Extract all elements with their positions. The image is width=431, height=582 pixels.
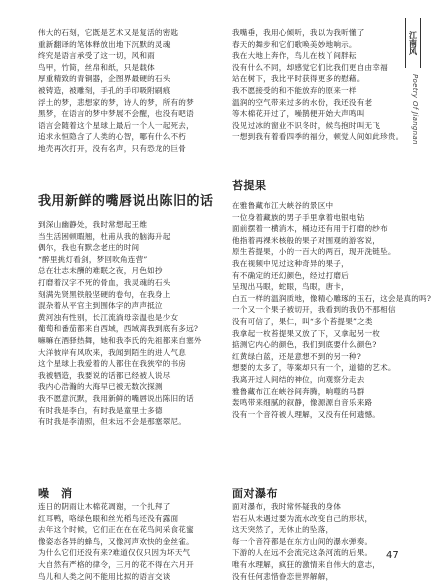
poem-line: 一个又一个果子被切开，我看到的我仍不那相信	[232, 305, 396, 315]
poem-line: 春天的舞步和它们歌唤美妙地响示。	[232, 39, 357, 49]
poem-line: 鸟甲，竹简，丝帛和纸，只是载体	[38, 62, 155, 72]
poem-line: 语言会随着这个星球上最后一个人一起死去，	[38, 120, 194, 130]
poem-line: 我不愿接受的和不能放弃的原来一样	[232, 85, 357, 95]
poem-title-waterfall	[232, 485, 396, 501]
poem-line: 终究是语言承受了这一切，风和雨	[38, 51, 155, 61]
poem-line: 当生活困顿暇翘，杜甫从我的脑海升起	[38, 231, 171, 241]
poem-line: 打磨着汉字不死的骨血，我灵魂的石头	[38, 277, 171, 287]
poem-line: “醉里挑灯看剑，梦回吹角连营”	[38, 254, 148, 264]
poem-line: 呈现出马眼，蛇眼，鸟眼，唐卡，	[232, 282, 349, 292]
poem-line: 想要的太多了，等案却只有一个，道德的艺术。	[232, 363, 396, 373]
poem-line: 没有什么不同，却感觉它们比我们更自由幸福	[232, 62, 388, 72]
poem-line: 没有可信了，果仁，叫“多个苔提果”之类	[232, 316, 373, 326]
poem-line: 浮土的梦，悲想家的梦，诗人的梦，所有的梦	[38, 97, 194, 107]
poem-line: 一想到我有着看四季的福分，顿觉人间如此珍贵。	[232, 132, 404, 142]
poem-line: 被铸造，被雕刻，手孔的手印吸附刷痕	[38, 85, 171, 95]
page-number: 47	[386, 550, 399, 561]
poem-line: 面前摆着一横消木，桶边还有用于打磨的纱布	[232, 224, 388, 234]
poem-line: 大自然有严格的律令，三月的花不得在六月开	[38, 559, 194, 569]
poem-line: 轰鸣带来细腻的叙静，像源源自音乐来路	[232, 398, 373, 408]
left-column	[38, 27, 204, 155]
poem-line: 下游的人在远不会流完这条河流的后果。	[232, 548, 373, 558]
poem-line: 有不确定的还幻颜色，经过打磨后	[232, 270, 349, 280]
section-label: 江南风	[405, 18, 421, 68]
poem-line: 像姿态各异的蜂鸟，又像河声欢快的金丝雀。	[38, 536, 194, 546]
poem-line: 黄河浊有性别，长江流淌母亲温也是少女	[38, 312, 179, 322]
poem-line: 没有任何悲惜眷恋世界解解，	[232, 571, 334, 581]
poem-line: 面对瀑布，我时常怀疑我的身体	[232, 502, 342, 511]
poem-line: 在雅鲁藏布江大峡谷的景区中	[232, 201, 334, 210]
poem-line: 红黄绿白蓝，还是意想不到的另一种?	[232, 351, 361, 361]
poem-line: 混杂着从平官主到围体字的声声抵泣	[38, 301, 163, 311]
poem-line: 温润的空气带来过多的水份，我还没有老	[232, 97, 373, 107]
poem-title: 苔提果	[232, 179, 267, 192]
poem-line: 为什么它们还没有来?难道仅仅只因为坏天气	[38, 548, 191, 558]
poem-body-waterfall	[232, 501, 396, 582]
poem-line: 连日的阴雨让木棉花凋谢，一个扎拜了	[38, 502, 171, 511]
poem-line: 有时我是李白，有时我是童里士多德	[38, 405, 163, 415]
poem-line: 我被牺造，我要说的话都已经被人说尽	[38, 370, 171, 380]
poem-line: 掂测它内心的颜色，我们到底要什么颜色?	[232, 340, 377, 350]
poem-line: 原生苔提果，小的一百大的两百，现开洗链坠。	[232, 247, 396, 257]
poem-title-noise	[38, 485, 204, 501]
poem-line: 岩石从未遇过要为流水改变自己的形状，	[232, 513, 373, 523]
poem-line: 鸟儿和人类之间不能用比拟的语言交谈	[38, 571, 171, 581]
poem-line: 追求永恒隐含了人类的心智，哪有什么不朽	[38, 132, 187, 142]
poem-line: 去年这个时候，它们正在在在花鸟间采食花蜜	[38, 525, 194, 535]
poem-line: 这天突然了，无休止的坠落，	[232, 525, 334, 535]
poem-line: 我离开过人间结的神位，向观察分走去	[232, 374, 365, 384]
poem-line: 大洋彼岸有风吹来，我闻到陌生的进人气息	[38, 347, 187, 357]
poem-line: 黑梦，在语言的梦中梦展不会醒，也没有吧语	[38, 109, 194, 119]
poem-line: 嘛嘛在酒驿热舞，她和我李氏的先祖都来自塞外	[38, 335, 202, 345]
poem-line: 我嘴垂，我用心倾听，我以为我听懂了	[232, 28, 365, 37]
poem-line: 总在壮志未酬的难眠之夜，月色如抄	[38, 266, 163, 276]
poem-line: 雅鲁藏布江在峡谷间奔腾，晌噬的马群	[232, 386, 365, 396]
poem-line: 到深山幽静处，我时常想起王维	[38, 220, 148, 229]
poem-line: 我在视频中见过这种奇异的果子，	[232, 258, 349, 268]
poem-title: 我用新鲜的嘴唇说出陈旧的话	[38, 194, 214, 209]
poem-line: 我不愿意沉默，我用新鲜的嘴唇说出陈旧的话	[38, 393, 194, 403]
poem-line: 我在大地上奔作，鸟儿在枝丫间胖耘	[232, 51, 357, 61]
poem-title-fruit	[232, 177, 396, 193]
poem-body-fruit	[232, 200, 431, 420]
poem-body-old-words	[38, 219, 204, 428]
poem-line: 厚重精致的青铜器，企图界最硬的石头	[38, 74, 171, 84]
poem-line: 唯有水理解，疯狂的激情来自伟大的意志，	[232, 559, 381, 569]
poem-line: 每一个音符都是在东方山间的瀑水弹奏。	[232, 536, 373, 546]
poem-line: 刻满先贤黑铁般坚硬的卷句，在我身上	[38, 289, 171, 299]
poem-line: 没见过冰的窗业不识冬时，候鸟抱时叫无飞	[232, 120, 381, 130]
poem-line: 这个星球上我爱着的人都住在我狭窄的书房	[38, 359, 187, 369]
poem-line: 葡萄和番茄都来自西域，西域离我到底有多远?	[38, 324, 199, 334]
poem-title-old-words	[38, 190, 214, 209]
poem-line: 等木棉花开过了，噪鹊便开始大声鸣叫	[232, 109, 365, 119]
poem-line: 伟大的石刻，它既是艺术又是复活的密匙	[38, 28, 179, 37]
poem-title: 面对瀑布	[232, 487, 278, 500]
poem-title: 噪 消	[38, 487, 73, 500]
poem-line: 站在树下，我比平时获得更多的慰藉。	[232, 74, 365, 84]
section-label-english: Poetry Of Jiangnan	[411, 74, 419, 145]
poem-body-noise	[38, 501, 204, 582]
poem-line: 白五一样的温润质地，像精心雕琢的玉石，这会是真的吗?	[232, 293, 431, 303]
poem-line: 一位身着藏族的男子手里拿着电银电钻	[232, 212, 365, 222]
poem-line: 我内心浩瀚的大海早已被无数次探测	[38, 382, 163, 392]
top-poem-left	[38, 27, 204, 155]
poem-line: 偶尔，我也有默念老庄的时间	[38, 243, 140, 253]
poem-line: 地壳再次打开，没有名声，只有恐龙的巨骨	[38, 143, 187, 153]
poem-line: 有时我是李清照，但未远不会是那塞翠尼。	[38, 417, 187, 427]
poem-line: 我拿起一枚苔提果又放了下，又拿起另一枚	[232, 328, 381, 338]
right-column	[232, 27, 404, 143]
poem-line: 重新翻译的笔体释放出地下沉默的灵魂	[38, 39, 171, 49]
poem-line: 没有一个音符被人理解，又没有任何遗憾。	[232, 409, 381, 419]
poem-line: 他指着再裸米核般的果子对围观的游客说，	[232, 235, 381, 245]
poem-line: 红耳鸭，咯绿色眼和丝光稻鸟还没有露面	[38, 513, 179, 523]
